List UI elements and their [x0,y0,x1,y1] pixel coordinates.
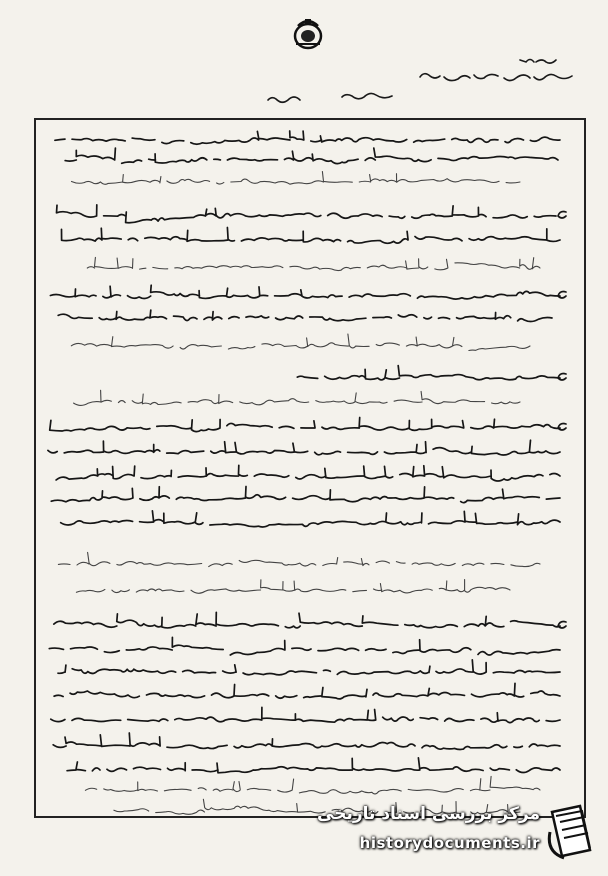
document-stack-icon [546,802,594,860]
watermark-title: مرکز بررسی اسناد تاریخی [317,804,540,824]
watermark-logo [318,798,598,868]
watermark-url: historydocuments.ir [359,834,540,852]
